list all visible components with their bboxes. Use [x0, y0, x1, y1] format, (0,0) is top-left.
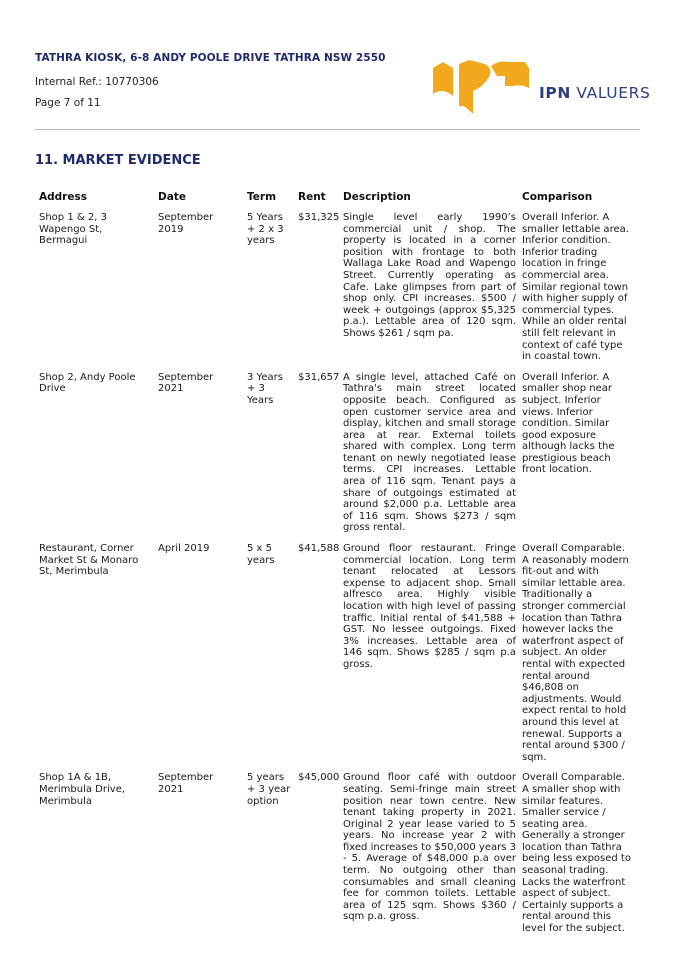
cell-description: A single level, attached Café on Tathra's main street located opposite beach. Configured as open customer service area and display, kitchen and small storage area at rear. External toilets shared with complex. Long term tenant on newly negotiated lease terms. CPI increases. Lettable area of 116 sqm. Tenant pays a share of outgoings estimated at around $2,000 p.a. Lettable area of 116 sqm. Shows $273 / sqm gross rental. — [343, 371, 516, 534]
cell-term: 5 Years + 2 x 3 years — [247, 212, 284, 247]
cell-date: April 2019 — [158, 543, 210, 555]
table-header-row — [36, 190, 636, 211]
cell-address: Shop 1A & 1B, Merimbula Drive, Merimbula — [39, 772, 126, 807]
cell-description: Single level early 1990’s commercial unit / shop. The property is located in a corner position with frontage to both Wallaga Lake Road and Wapengo Street. Currently operating as Cafe. Lake glimpses from part of shop only. CPI increases. $500 / week + outgoings (approx $5,325 p.a.). Lettable area of 120 sqm. Shows $261 / sqm pa. — [343, 212, 516, 339]
table-row — [36, 542, 636, 771]
cell-description: Ground floor restaurant. Fringe commercial location. Long term tenant relocated at Lessors expense to adjacent shop. Small alfresco area. Highly visible location with high level of passing traffic. Initial rental of $41,588 + GST. No lessee outgoings. Fixed 3% increases. Lettable area of 146 sqm. Shows $285 / sqm p.a gross. — [343, 543, 516, 670]
cell-rent: $41,588 — [298, 543, 340, 555]
ipn-valuers-logo — [433, 58, 651, 116]
property-title: TATHRA KIOSK, 6-8 ANDY POOLE DRIVE TATHRA NSW 2550 — [35, 52, 386, 64]
cell-comparison: Overall Comparable. A smaller shop with similar features. Smaller service / seating area. Generally a stronger location than Tathra being less exposed to seasonal trading. Lacks the waterfront aspect of subject. Certainly supports a rental around this level for the subject. — [522, 772, 631, 935]
cell-term: 3 Years + 3 Years — [247, 371, 283, 406]
cell-address: Shop 2, Andy Poole Drive — [39, 371, 136, 395]
cell-date: September 2021 — [158, 371, 214, 395]
page-header — [35, 52, 651, 132]
column-header-description: Description — [343, 191, 411, 203]
column-header-rent: Rent — [298, 191, 326, 203]
table-row — [36, 371, 636, 542]
brand-wordmark: IPN VALUERS — [539, 84, 651, 102]
internal-reference: Internal Ref.: 10770306 — [35, 76, 159, 88]
cell-comparison: Overall Inferior. A smaller shop near subject. Inferior views. Inferior condition. Similar good exposure although lacks the prestigious beach front location. — [522, 371, 615, 476]
cell-date: September 2021 — [158, 772, 214, 795]
column-header-date: Date — [158, 191, 186, 203]
cell-rent: $31,325 — [298, 212, 340, 223]
ipn-sunrise-logo-icon — [433, 58, 533, 116]
cell-rent: $31,657 — [298, 371, 340, 383]
table-row — [36, 771, 636, 942]
cell-address: Shop 1 & 2, 3 Wapengo St, Bermagui — [39, 212, 107, 247]
cell-description: Ground floor café with outdoor seating. Semi-fringe main street position near town centre. New tenant taking property in 2021. Original 2 year lease varied to 5 years. No increase year 2 with fixed increases to $50,000 years 3 - 5. Average of $48,000 p.a over term. No outgoing other than consumables and small cleaning fee for common toilets. Lettable area of 125 sqm. Shows $360 / sqm p.a. gross. — [343, 772, 516, 923]
cell-date: September 2019 — [158, 212, 214, 235]
header-divider — [35, 129, 640, 130]
column-header-comparison: Comparison — [522, 191, 593, 203]
table-row — [36, 211, 636, 371]
column-header-term: Term — [247, 191, 277, 203]
market-evidence-table — [36, 190, 636, 943]
cell-comparison: Overall Inferior. A smaller lettable area. Inferior condition. Inferior trading location in fringe commercial area. Similar regional town with higher supply of commercial types. While an older rental still felt relevant in context of café type in coastal town. — [522, 212, 629, 363]
cell-comparison: Overall Comparable. A reasonably modern fit-out and with similar lettable area. Traditionally a stronger commercial location than Tathra however lacks the waterfront aspect of subject. An older rental with expected rental around $46,808 on adjustments. Would expect rental to hold around this level at renewal. Supports a rental around $300 / sqm. — [522, 543, 629, 763]
column-header-address: Address — [39, 191, 87, 203]
cell-term: 5 x 5 years — [247, 543, 275, 566]
cell-term: 5 years + 3 year option — [247, 772, 291, 807]
cell-address: Restaurant, Corner Market St & Monaro St, Merimbula — [39, 543, 139, 578]
cell-rent: $45,000 — [298, 772, 340, 784]
page-number: Page 7 of 11 — [35, 97, 101, 109]
section-title: 11. MARKET EVIDENCE — [35, 153, 201, 168]
